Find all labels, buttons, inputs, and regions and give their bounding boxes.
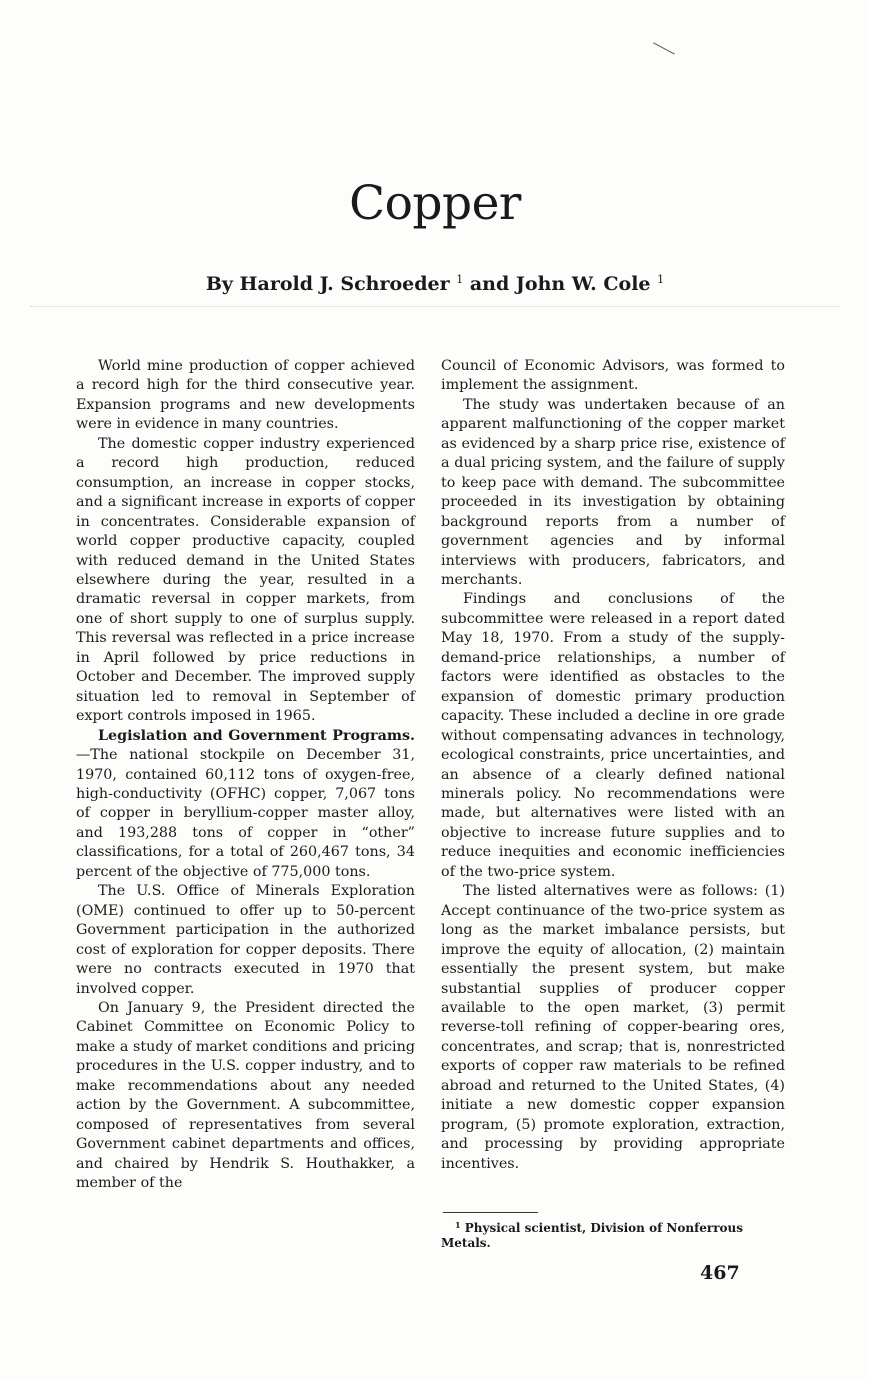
footnote-divider (443, 1212, 538, 1213)
footnote-text: Physical scientist, Division of Nonferrous Metals. (441, 1221, 744, 1250)
author-2: and John W. Cole (469, 273, 651, 295)
article-title: Copper (349, 176, 521, 231)
footnote-mark: 1 (455, 1220, 461, 1230)
paragraph: Findings and conclusions of the subcommittee were released in a report dated May 18, 1970. From a study of the supply-demand-price relationships, a number of factors were identified as obstacles to the expansion of domestic primary production capacity. These included a decline in ore grade without compensating advances in technology, ecological constraints, price uncertainties, and an absence of a clearly defined national minerals policy. No recommendations were made, but alternatives were listed with an objective to increase future supplies and to reduce inequities and economic inefficiencies of the two-price system. (441, 591, 785, 880)
footnote-ref-2: 1 (657, 273, 665, 286)
paragraph (76, 727, 415, 883)
paragraph: The study was undertaken because of an apparent malfunctioning of the copper market as evidenced by a sharp price rise, existence of a dual pricing system, and the failure of supply to keep pace with demand. The subcommittee proceeded in its investigation by obtaining background reports from a number of government agencies and by informal interviews with producers, fabricators, and merchants. (441, 396, 785, 588)
paragraph: The domestic copper industry experienced a record high production, reduced consumption, an increase in copper stocks, and a significant increase in exports of copper in concentrates. Considerable expansion of world copper productive capacity, coupled with reduced demand in the United States elsewhere during the year, resulted in a dramatic reversal in copper markets, from one of short supply to one of surplus supply. This reversal was reflected in a price increase in April followed by price reductions in October and December. The improved supply situation led to removal in September of export controls imposed in 1965. (76, 435, 415, 725)
author-1: By Harold J. Schroeder (205, 273, 450, 295)
page-number: 467 (700, 1262, 740, 1284)
footnote (441, 1218, 785, 1251)
section-body: —The national stockpile on December 31, 1970, contained 60,112 tons of oxygen-free, high-conductivity (OFHC) copper, 7,067 tons of copper in beryllium-copper master alloy, and 193,288 tons of copper in “other” classifications, for a total of 260,467 tons, 34 percent of the objective of 775,000 tons. (76, 747, 415, 880)
paragraph-continued: Council of Economic Advisors, was formed to implement the assignment. (441, 358, 785, 394)
paragraph: The U.S. Office of Minerals Exploration (OME) continued to offer up to 50-percent Government participation in the authorized cost of exploration for copper deposits. There were no contracts executed in 1970 that involved copper. (76, 883, 415, 997)
section-heading: Legislation and Government Programs. (98, 727, 415, 744)
left-column (76, 357, 415, 1193)
paragraph: World mine production of copper achieved a record high for the third consecutive year. Expansion programs and new developments were in evidence in many countries. (76, 358, 415, 433)
right-column (441, 357, 785, 1174)
header-divider (30, 306, 840, 307)
footnote-ref-1: 1 (456, 273, 464, 286)
paragraph: The listed alternatives were as follows: (1) Accept continuance of the two-price system as long as the market imbalance persists, but improve the equity of allocation, (2) maintain essentially the present system, but make substantial supplies of producer copper available to the open market, (3) permit reverse-toll refining of copper-bearing ores, concentrates, and scrap; that is, nonrestricted exports of copper raw materials to be refined abroad and returned to the United States, (4) initiate a new domestic copper expansion program, (5) promote exploration, extraction, and processing by providing appropriate incentives. (441, 883, 785, 1172)
scan-artifact (653, 42, 675, 54)
byline (0, 273, 870, 295)
paragraph: On January 9, the President directed the Cabinet Committee on Economic Policy to make a study of market conditions and pricing procedures in the U.S. copper industry, and to make recommendations about any needed action by the Government. A subcommittee, composed of representatives from several Government cabinet departments and offices, and chaired by Hendrik S. Houthakker, a member of the (76, 999, 415, 1192)
